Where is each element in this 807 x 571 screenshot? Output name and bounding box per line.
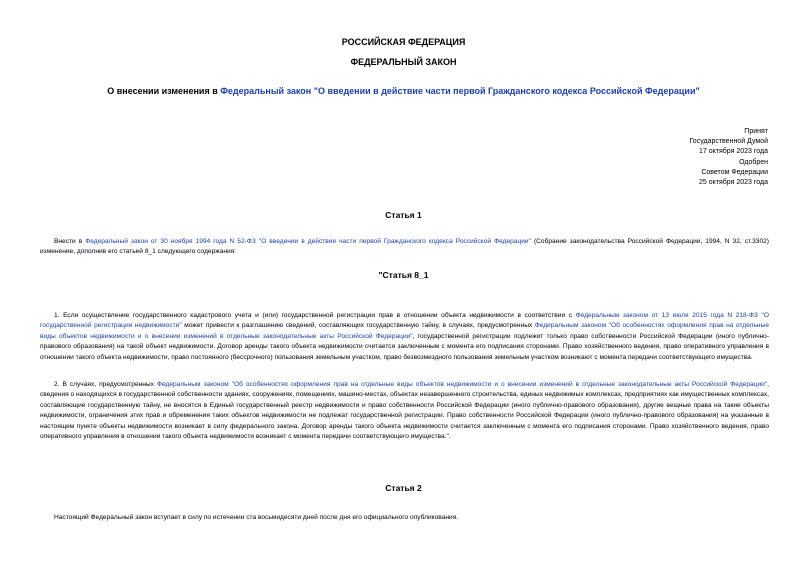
text-span: , государственной регистрации подлежит только право собственности Российской Федерации (иного публично-правового образования) на такой объект недвижимости. Договор аренды такого объекта недвижимости считается заключенным с момента его подписания сторонами. Право хозяйственного ведения, право оперативного управления в отношении такого объекта недвижимости, право постоянного (бессрочного) пользования земельным участком, право безвозмездного пользования земельным участком возникают с момента передачи соответствующего имущества. [40,332,770,361]
text-span: (Собрание законодательства Российской Федерации, 1994, N 32, ст.3302) изменение, дополнив его статьей 8_1 следующего содержания: [40,238,769,256]
title-prefix: О внесении изменения в [107,86,221,96]
acceptance-block [689,127,768,188]
text-span: Внести в [54,238,86,245]
text-span: 1. Если осуществление государственного кадастрового учета и (или) государственной регистрации прав в отношении объекта недвижимости в соответствии с [54,312,576,319]
article-1-text [40,237,769,258]
law-52fz-link[interactable]: Федеральный закон от 30 ноября 1994 года N 52-ФЗ "О введении в действие части первой Гражданского кодекса Российской Федерации" [85,238,531,245]
article-2-heading: Статья 2 [385,483,422,493]
text-span: может привести к разглашению сведений, составляющих государственную тайну, в случаях, предусмотренных [181,322,535,330]
article-8-1-heading: "Статья 8_1 [378,270,429,280]
article-8-1-paragraph-1 [40,311,769,363]
law-type-heading: ФЕДЕРАЛЬНЫЙ ЗАКОН [350,57,457,67]
article-2-text: Настоящий Федеральный закон вступает в силу по истечении ста восьмидесяти дней после дня его официального опубликования. [54,514,459,521]
accepted-line: 25 октября 2023 года [699,179,768,187]
text-span: 2. В случаях, предусмотренных [54,381,157,388]
text-span: , сведения о находящихся в государственной собственности зданиях, сооружениях, помещениях, машино-местах, объектах незавершенного строительства, единых недвижимых комплексах, предприятиях как имущественных комплексах, составляющие государственную тайну, не вносятся в Единый государственный реестр недвижимости и право собственности Российской Федерации (иного публично-правового образования), другие вещные права на такие объекты недвижимости, ограничения этих прав и обременения таких объектов недвижимости не подлежат государственной регистрации. Право собственности Российской Федерации (иного публично-правового образования) на указанные в настоящем пункте объекты недвижимости возникает в силу федерального закона. Договор аренды такого объекта недвижимости считается заключенным с момента его подписания сторонами. Право хозяйственного ведения, право оперативного управления в отношении такого объекта недвижимости возникает с момента передачи соответствующего имущества.". [40,381,769,441]
accepted-line: 17 октября 2023 года [699,148,768,156]
special-law-link[interactable]: Федеральным законом "Об особенностях оформления прав на отдельные виды объектов недвижимости и о внесении изменений в отдельные законодательные акты Российской Федерации" [40,322,769,340]
accepted-line: Советом Федерации [701,168,768,176]
special-law-link[interactable]: Федеральным законом "Об особенностях оформления прав на отдельные виды объектов недвижимости и о внесении изменений в отдельные законодательные акты Российской Федерации" [156,381,768,388]
article-1-heading: Статья 1 [385,210,422,220]
accepted-line: Государственной Думой [689,138,768,146]
country-heading: РОССИЙСКАЯ ФЕДЕРАЦИЯ [341,37,466,47]
title-law-link[interactable]: Федеральный закон "О введении в действие части первой Гражданского кодекса Российской Федерации" [220,86,700,96]
article-8-1-paragraph-2 [40,380,769,442]
accepted-line: Одобрен [739,158,768,166]
law-218fz-link[interactable]: Федеральным законом от 13 июля 2015 года N 218-ФЗ "О государственной регистрации недвижимости" [40,312,769,330]
accepted-line: Принят [744,128,768,135]
document-title [0,86,807,96]
